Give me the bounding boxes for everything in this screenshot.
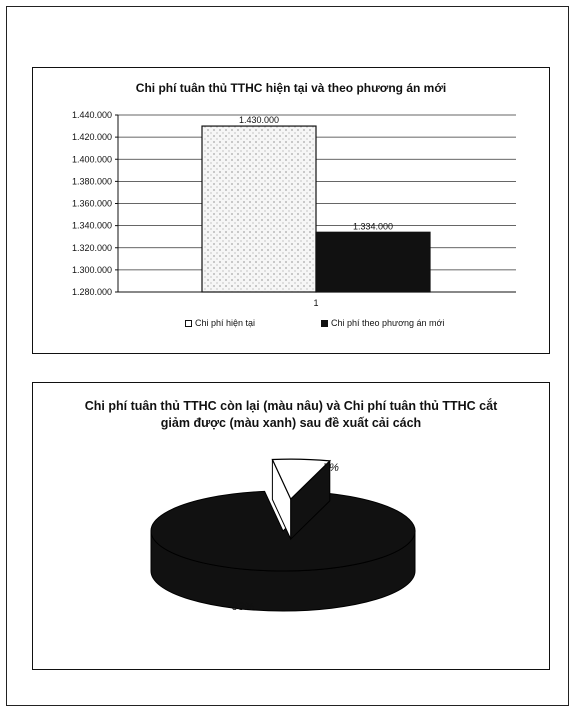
data-label: 1.334.000 [352, 221, 394, 232]
y-tick-label: 1.440.000 [71, 110, 112, 120]
bar-new [316, 232, 430, 292]
y-tick-label: 1.400.000 [71, 154, 112, 165]
y-tick-label: 1.320.000 [71, 242, 112, 253]
y-tick-label: 1.420.000 [71, 132, 112, 143]
y-tick-label: 1.380.000 [71, 176, 112, 187]
bar-chart-title: Chi phí tuân thủ TTHC hiện tại và theo phương án mới [135, 81, 447, 95]
legend-item-new [321, 318, 444, 328]
bar-chart-svg [33, 68, 551, 355]
x-tick-label: 1 [313, 298, 319, 308]
bar-chart-panel [32, 67, 550, 354]
legend-label-new: Chi phí theo phương án mới [331, 318, 445, 328]
bar-current [202, 126, 316, 292]
data-label: 1.430.000 [238, 115, 280, 126]
y-tick-label: 1.300.000 [71, 264, 112, 275]
legend-item-current [185, 318, 255, 328]
legend-label-current: Chi phí hiện tại [195, 318, 256, 328]
legend-swatch-current [185, 320, 192, 327]
y-tick-label: 1.280.000 [71, 287, 112, 297]
pie-label-remaining: 93% [231, 601, 255, 613]
y-tick-label: 1.340.000 [71, 220, 112, 231]
pie-title-line2: giảm được (màu xanh) sau đề xuất cải cách [160, 416, 422, 430]
pie-chart-panel [32, 382, 550, 670]
pie-title-line1: Chi phí tuân thủ TTHC còn lại (màu nâu) và Chi phí tuân thủ TTHC cắt [84, 399, 498, 413]
pie-chart-svg [33, 383, 551, 671]
y-tick-label: 1.360.000 [71, 198, 112, 209]
pie-label-cut: 7% [323, 462, 339, 474]
legend-swatch-new [321, 320, 328, 327]
